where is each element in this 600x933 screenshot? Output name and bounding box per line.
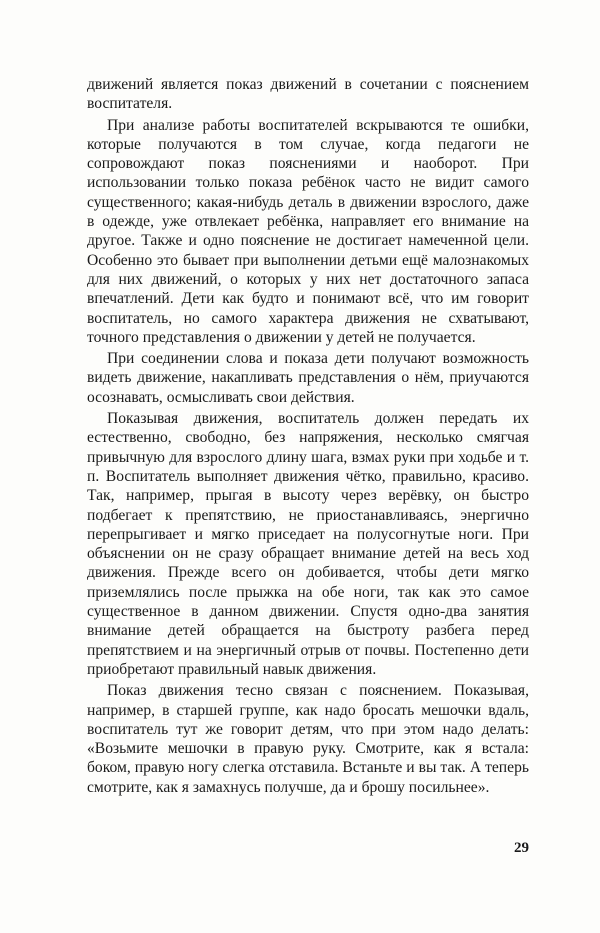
page-number: 29 <box>514 840 529 856</box>
paragraph-2: При анализе работы воспитателей вскрываются те ошибки, которые получаются в том случае, когда педагоги не сопровождают показ пояснениями и наоборот. При использовании только показа ребёнок часто не видит самого существенного; какая-нибудь деталь в движении взрослого, даже в одежде, уже отвлекает ребёнка, направляет его внимание на другое. Также и одно пояснение не достигает намеченной цели. Особенно это бывает при выполнении детьми ещё малознакомых для них движений, о которых у них нет достаточного запаса впечатлений. Дети как будто и понимают всё, что им говорит воспитатель, но самого характера движения не схватывают, точного представления о движении у детей не получается. <box>87 116 529 346</box>
paragraph-3: При соединении слова и показа дети получают возможность видеть движение, накапливать представления о нём, приучаются осознавать, осмысливать свои действия. <box>87 350 529 406</box>
body-text <box>87 75 529 799</box>
paragraph-5: Показ движения тесно связан с пояснением. Показывая, например, в старшей группе, как надо бросать мешочки вдаль, воспитатель тут же говорит детям, что при этом надо делать: «Возьмите мешочки в правую руку. Смотрите, как я встала: боком, правую ногу слегка отставила. Встаньте и вы так. А теперь смотрите, как я замахнусь получше, да и брошу посильнее». <box>87 682 529 796</box>
paragraph-4: Показывая движения, воспитатель должен передать их естественно, свободно, без напряжения, несколько смягчая привычную для взрослого длину шага, взмах руки при ходьбе и т. п. Воспитатель выполняет движения чётко, правильно, красиво. Так, например, прыгая в высоту через верёвку, он быстро подбегает к препятствию, не приостанавливаясь, энергично перепрыгивает и мягко приседает на полусогнутые ноги. При объяснении он не сразу обращает внимание детей на весь ход движения. Прежде всего он добивается, чтобы дети мягко приземлялись после прыжка на обе ноги, так как это самое существенное в данном движении. Спустя одно-два занятия внимание детей обращается на быстроту разбега перед препятствием и на энергичный отрыв от почвы. Постепенно дети приобретают правильный навык движения. <box>87 410 529 678</box>
paragraph-1: движений является показ движений в сочетании с пояснением воспитателя. <box>87 76 529 113</box>
